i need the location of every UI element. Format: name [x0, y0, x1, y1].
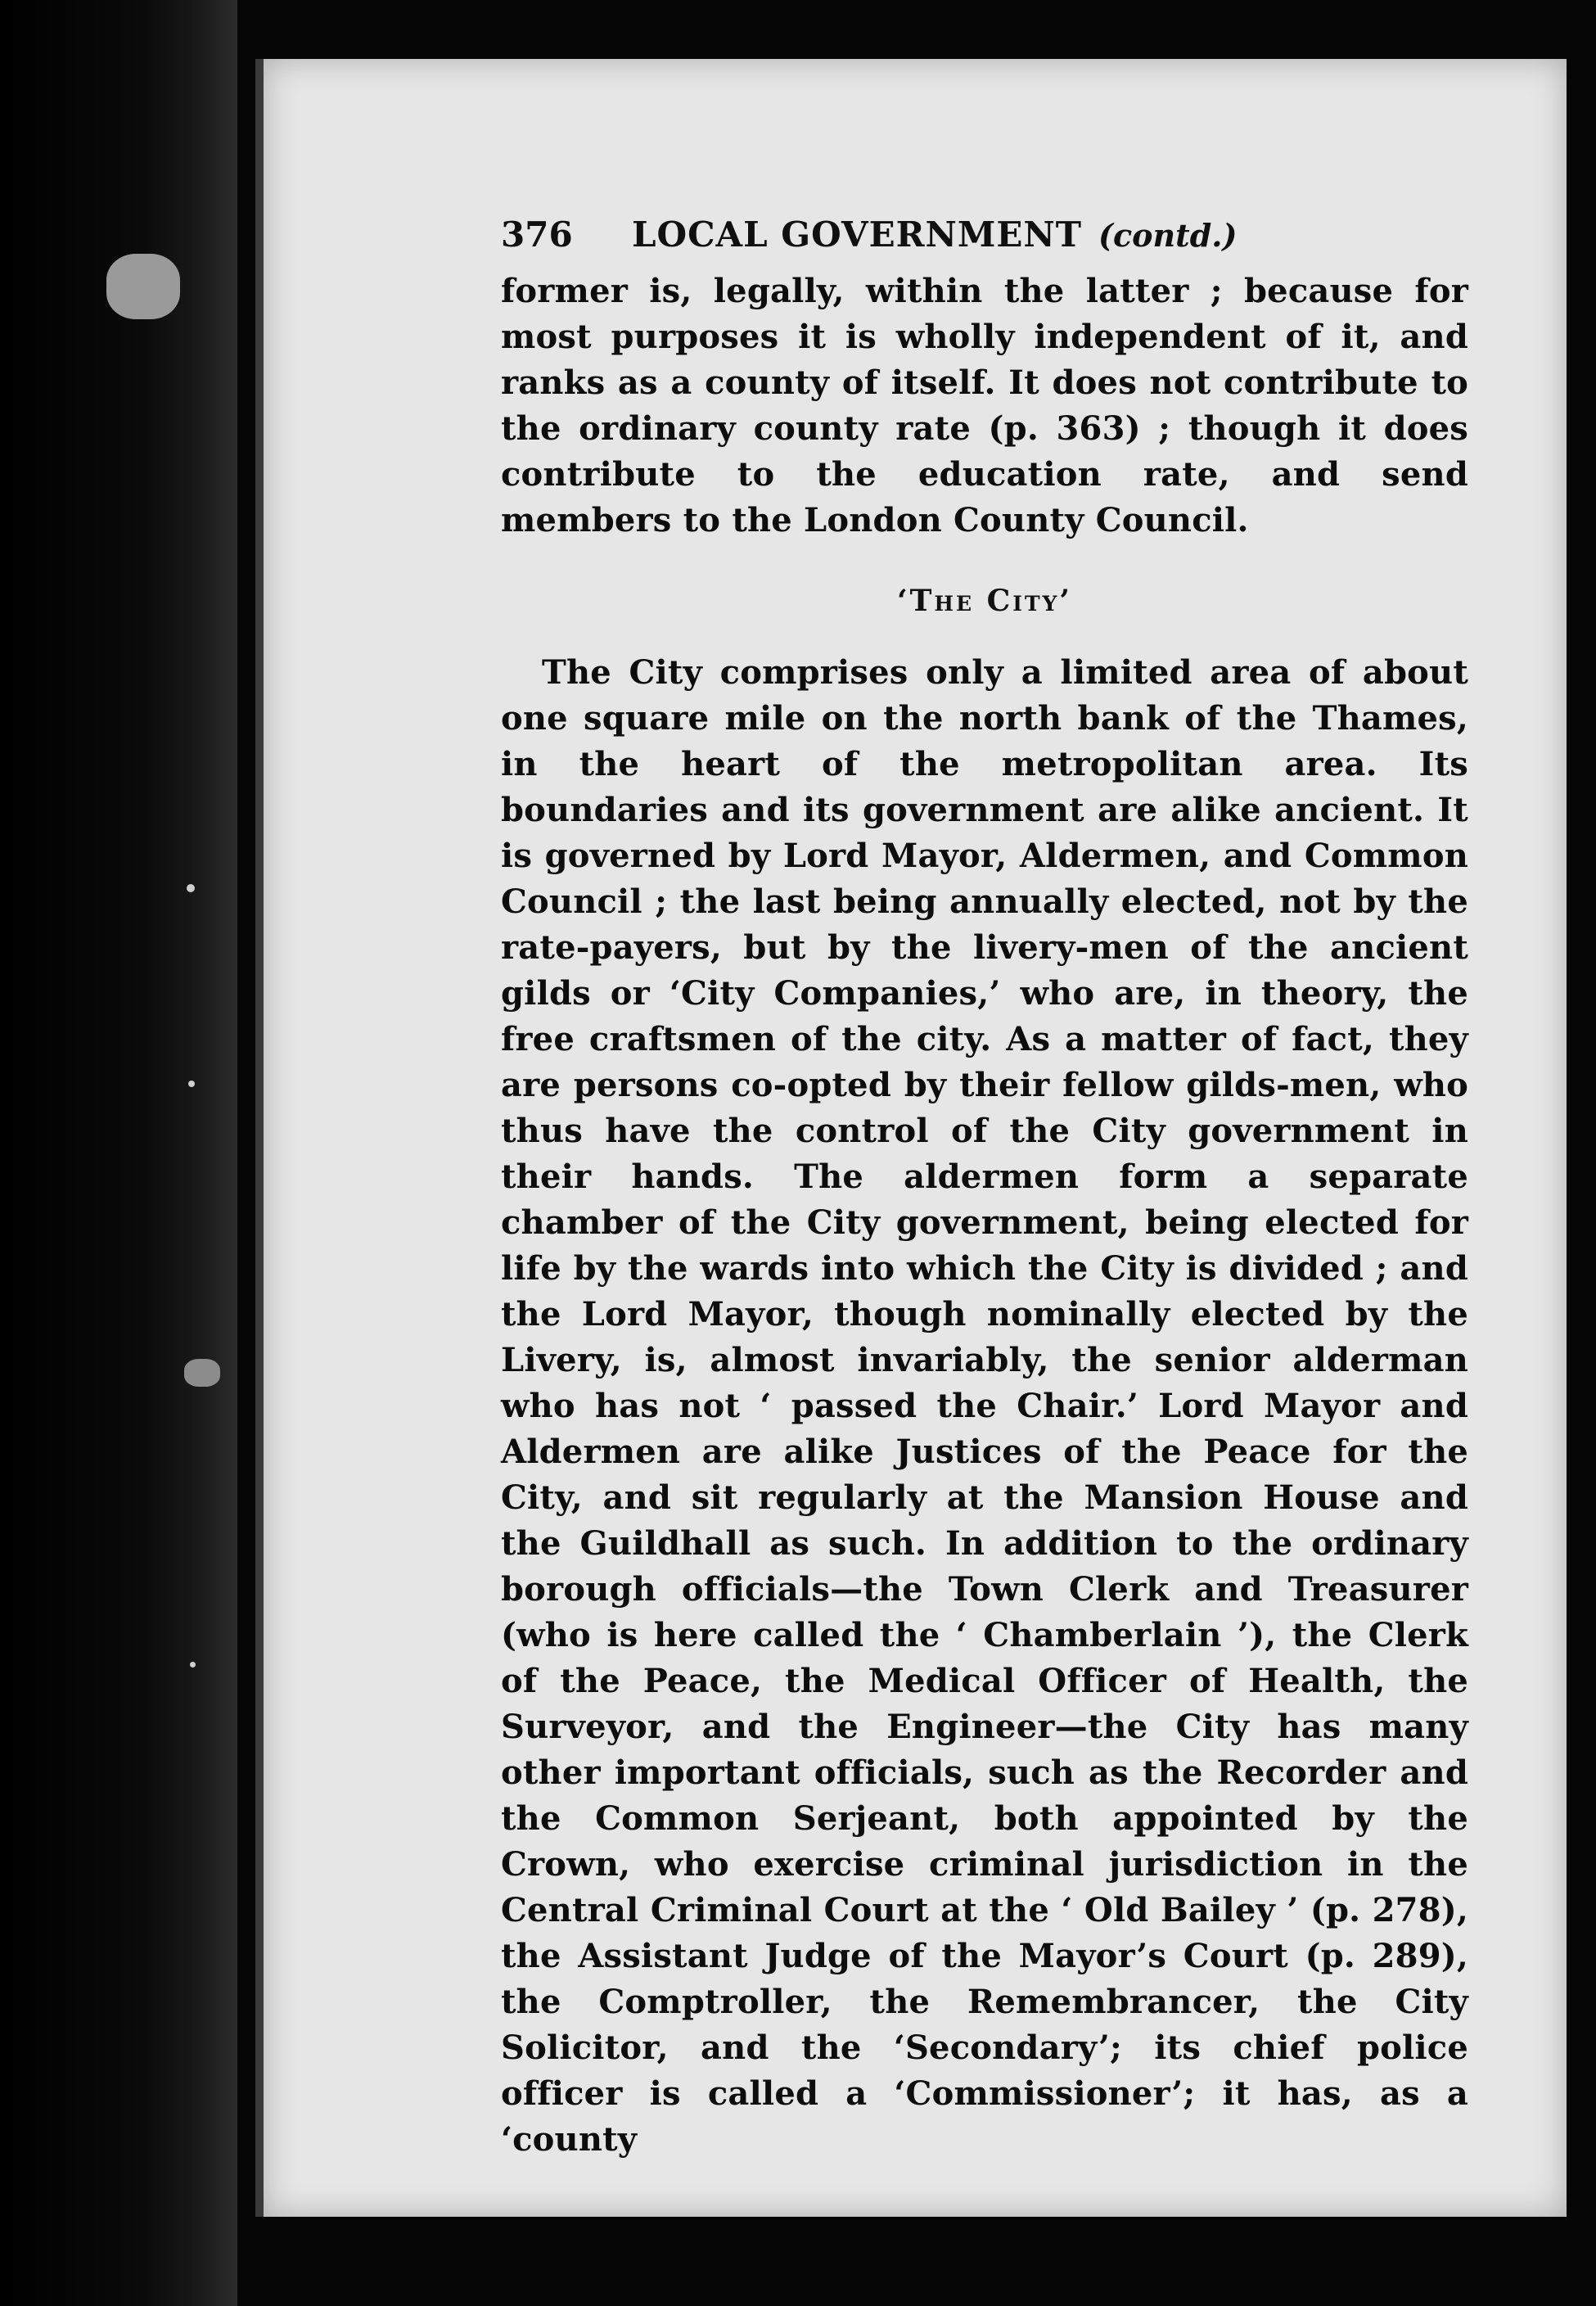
scan-speck	[190, 1662, 196, 1667]
running-head-title: LOCAL GOVERNMENT	[632, 214, 1083, 255]
scan-speck	[184, 1359, 220, 1387]
scan-speck	[187, 884, 195, 892]
book-left-edge	[0, 0, 237, 2306]
page-content	[501, 214, 1468, 2163]
running-head-contd: (contd.)	[1098, 217, 1238, 254]
book-page	[255, 59, 1567, 2217]
section-heading: ‘The City’	[897, 584, 1072, 618]
paragraph-continued: former is, legally, within the latter ; because for most purposes it is wholly independent of it, and ranks as a county of itself. It does not contribute to the ordinary county rate (p. 363) ; though it does contribute to the education rate, and send members to the London County Council.	[501, 272, 1468, 539]
page-number: 376	[501, 214, 573, 255]
paragraph-the-city: The City comprises only a limited area of about one square mile on the north bank of the Thames, in the heart of the metropolitan area. Its boundaries and its government are alike ancient. It is governed by Lord Mayor, Aldermen, and Common Council ; the last being annually elected, not by the rate-payers, but by the livery-men of the ancient gilds or ‘City Companies,’ who are, in theory, the free craftsmen of the city. As a matter of fact, they are persons co-opted by their fellow gilds-men, who thus have the control of the City government in their hands. The aldermen form a separate chamber of the City government, being elected for life by the wards into which the City is divided ; and the Lord Mayor, though nominally elected by the Livery, is, almost invariably, the senior alderman who has not ‘ passed the Chair.’ Lord Mayor and Aldermen are alike Justices of the Peace for the City, and sit regularly at the Mansion House and the Guildhall as such. In addition to the ordinary borough officials—the Town Clerk and Treasurer (who is here called the ‘ Chamberlain ’), the Clerk of the Peace, the Medical Officer of Health, the Surveyor, and the Engineer—the City has many other important officials, such as the Recorder and the Common Serjeant, both appointed by the Crown, who exercise criminal jurisdiction in the Central Criminal Court at the ‘ Old Bailey ’ (p. 278), the Assistant Judge of the Mayor’s Court (p. 289), the Comptroller, the Remembrancer, the City Solicitor, and the ‘Secondary’; its chief police officer is called a ‘Commissioner’; it has, as a ‘county	[501, 653, 1468, 2159]
scan-speck	[106, 254, 180, 319]
body-text	[501, 269, 1468, 2163]
running-head	[501, 214, 1468, 260]
scan-speck	[188, 1081, 195, 1087]
